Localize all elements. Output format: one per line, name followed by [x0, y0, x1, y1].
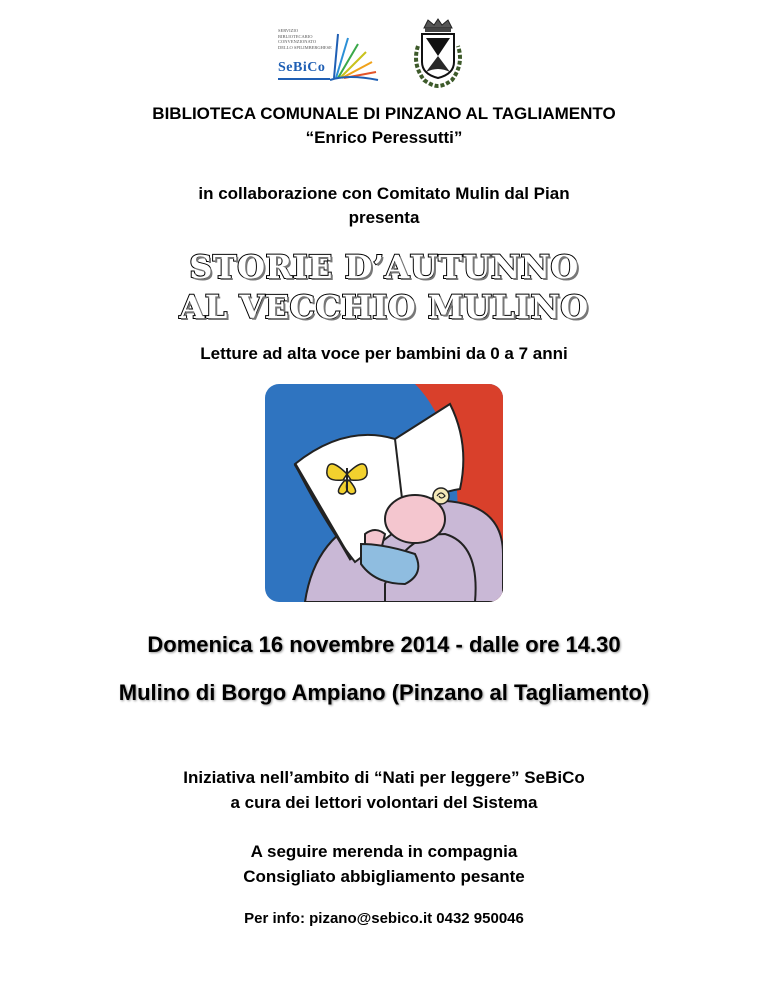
sebico-logo-caption: SERVIZIO BIBLIOTECARIO CONVENZIONATO DELLO SPILIMBERGHESE: [278, 28, 332, 50]
contact-info: Per info: pizano@sebico.it 0432 950046: [244, 910, 524, 927]
collaboration-line: in collaborazione con Comitato Mulin dal Pian: [198, 184, 570, 203]
sebico-logo: [276, 28, 388, 92]
library-name: BIBLIOTECA COMUNALE DI PINZANO AL TAGLIAMENTO: [152, 104, 616, 123]
initiative-line-2: a cura dei lettori volontari del Sistema: [230, 793, 538, 812]
event-title-line-1: STORIE D’AUTUNNO: [189, 248, 579, 286]
municipal-crest-icon: [408, 18, 468, 92]
sebico-logo-underline: [278, 78, 330, 80]
presents-line: presenta: [348, 208, 420, 227]
event-title-line-2: AL VECCHIO MULINO: [179, 288, 589, 326]
event-place: Mulino di Borgo Ampiano (Pinzano al Tagliamento): [118, 680, 650, 705]
notes-line-1: A seguire merenda in compagnia: [250, 842, 518, 861]
notes-line-2: Consigliato abbigliamento pesante: [243, 867, 525, 886]
sebico-book-rays-icon: [328, 30, 384, 86]
initiative-line-1: Iniziativa nell’ambito di “Nati per leggere” SeBiCo: [183, 768, 585, 787]
child-reading-illustration: [265, 384, 503, 602]
event-subtitle: Letture ad alta voce per bambini da 0 a 7 anni: [200, 344, 568, 363]
sebico-logo-brand: SeBiCo: [278, 60, 326, 75]
event-date: Domenica 16 novembre 2014 - dalle ore 14.30: [147, 632, 621, 657]
logos-row: [0, 18, 768, 94]
library-dedication: “Enrico Peressutti”: [305, 128, 463, 147]
